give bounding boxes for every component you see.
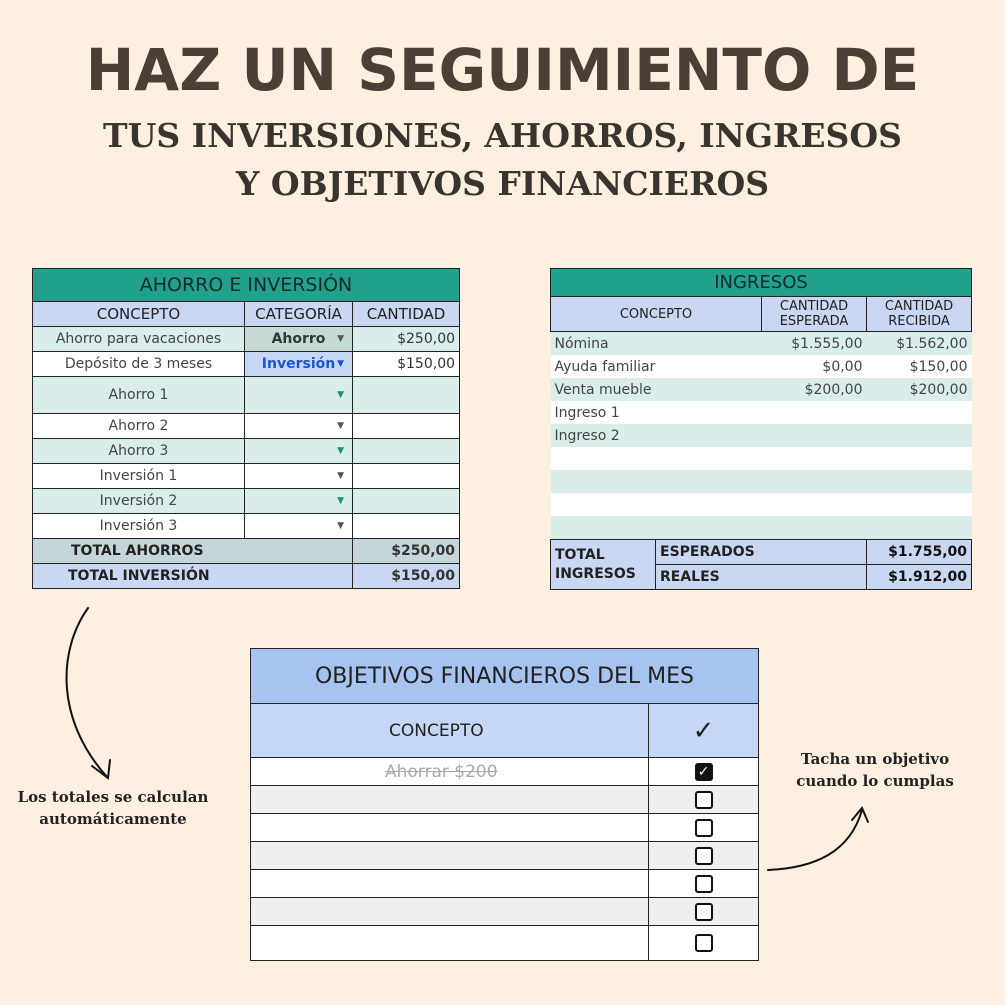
categoria-value: Ahorro [271, 331, 326, 347]
concepto-cell[interactable]: Inversión 3 [33, 514, 245, 539]
column-header: CONCEPTO [251, 704, 649, 758]
concepto-cell[interactable]: Depósito de 3 meses [33, 352, 245, 377]
cantidad-cell[interactable]: $150,00 [353, 352, 460, 377]
dropdown-arrow-icon: ▼ [337, 421, 344, 431]
page-subtitle-line1: TUS INVERSIONES, AHORROS, INGRESOS [103, 116, 902, 155]
esperada-cell[interactable]: $1.555,00 [762, 332, 867, 356]
ahorro-table-title: AHORRO E INVERSIÓN [33, 269, 460, 302]
dropdown-arrow-icon: ▼ [337, 359, 344, 369]
esperada-cell[interactable]: $0,00 [762, 355, 867, 378]
reales-value: $1.912,00 [867, 565, 972, 590]
esperados-value: $1.755,00 [867, 540, 972, 565]
concepto-cell[interactable]: Ingreso 1 [551, 401, 762, 424]
recibida-cell[interactable]: $1.562,00 [867, 332, 972, 356]
page-subtitle-line2: Y OBJETIVOS FINANCIEROS [235, 164, 770, 203]
reales-label: REALES [656, 565, 867, 590]
column-header: CONCEPTO [33, 302, 245, 327]
column-header: CATEGORÍA [245, 302, 353, 327]
dropdown-arrow-icon: ▼ [337, 446, 344, 456]
column-header: CANTIDAD [353, 302, 460, 327]
total-inversion-value: $150,00 [353, 564, 460, 589]
concepto-cell[interactable]: Ingreso 2 [551, 424, 762, 447]
concepto-cell[interactable]: Venta mueble [551, 378, 762, 401]
esperada-cell[interactable]: $200,00 [762, 378, 867, 401]
total-inversion-label: TOTAL INVERSIÓN [33, 564, 353, 589]
column-header: CANTIDAD RECIBIDA [867, 297, 972, 332]
dropdown-arrow-icon: ▼ [337, 390, 344, 400]
total-ahorros-value: $250,00 [353, 539, 460, 564]
dropdown-arrow-icon: ▼ [337, 471, 344, 481]
note-tacha: Tacha un objetivo cuando lo cumplas [796, 750, 954, 790]
recibida-cell[interactable]: $150,00 [867, 355, 972, 378]
dropdown-arrow-icon: ▼ [337, 334, 344, 344]
concepto-cell[interactable]: Ahorro 1 [33, 377, 245, 414]
note-totales: Los totales se calculan automáticamente [17, 788, 209, 828]
objetivos-table-title: OBJETIVOS FINANCIEROS DEL MES [251, 649, 759, 704]
column-header: CONCEPTO [551, 297, 762, 332]
esperados-label: ESPERADOS [656, 540, 867, 565]
ingresos-table-title: INGRESOS [551, 269, 972, 297]
cantidad-cell[interactable]: $250,00 [353, 327, 460, 352]
total-ingresos-label: TOTAL INGRESOS [551, 540, 656, 590]
concepto-cell[interactable]: Ahorro 2 [33, 414, 245, 439]
curved-arrow-icon [67, 608, 110, 778]
concepto-cell[interactable]: Inversión 2 [33, 489, 245, 514]
check-column-icon: ✓ [649, 704, 759, 758]
concepto-cell[interactable]: Inversión 1 [33, 464, 245, 489]
dropdown-arrow-icon: ▼ [337, 496, 344, 506]
categoria-value: Inversión [261, 356, 336, 372]
total-ahorros-label: TOTAL AHORROS [33, 539, 353, 564]
recibida-cell[interactable]: $200,00 [867, 378, 972, 401]
concepto-cell[interactable]: Nómina [551, 332, 762, 356]
concepto-cell[interactable]: Ayuda familiar [551, 355, 762, 378]
dropdown-arrow-icon: ▼ [337, 521, 344, 531]
page-title: HAZ UN SEGUIMIENTO DE [85, 36, 920, 104]
checkbox-checked[interactable]: ✓ [695, 763, 713, 781]
curved-arrow-icon [768, 808, 868, 870]
concepto-cell[interactable]: Ahorro 3 [33, 439, 245, 464]
concepto-cell[interactable]: Ahorro para vacaciones [33, 327, 245, 352]
column-header: CANTIDAD ESPERADA [762, 297, 867, 332]
objetivo-text-strikethrough: Ahorrar $200 [385, 761, 498, 782]
